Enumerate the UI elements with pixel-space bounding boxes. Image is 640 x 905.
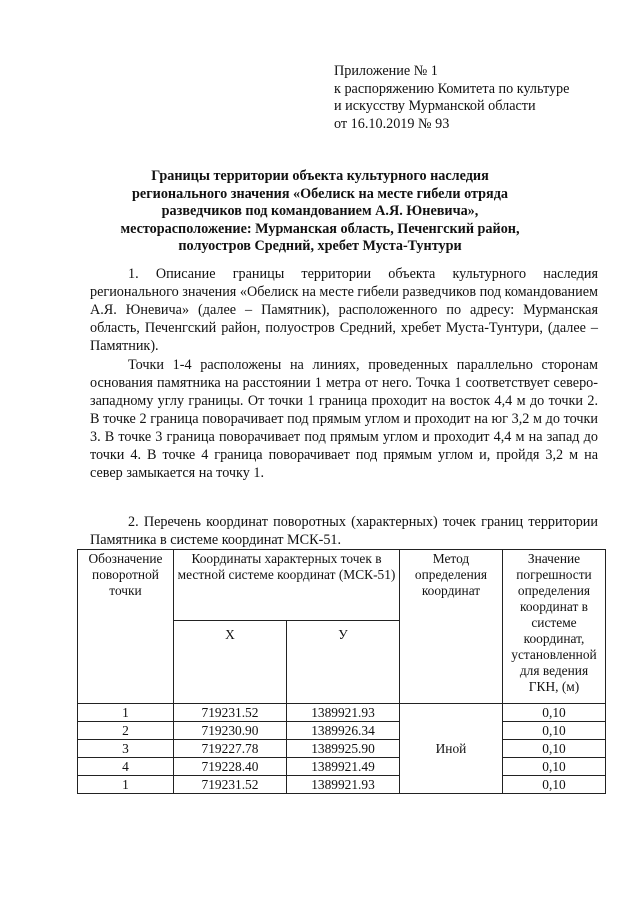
appendix-committee-line: и искусству Мурманской области bbox=[334, 98, 536, 114]
header-method: Метод определения координат bbox=[400, 550, 503, 704]
appendix-header bbox=[334, 63, 624, 133]
title-line: полуостров Средний, хребет Муста-Тунтури bbox=[178, 238, 462, 255]
title-line: разведчиков под командованием А.Я. Юневича», bbox=[161, 203, 479, 220]
title-line: месторасположение: Мурманская область, Печенгский район, bbox=[120, 220, 520, 237]
cell-point: 4 bbox=[78, 758, 174, 776]
header-x: Х bbox=[174, 621, 287, 704]
cell-point: 1 bbox=[78, 776, 174, 794]
cell-x: 719231.52 bbox=[174, 704, 287, 722]
table-row bbox=[78, 722, 606, 740]
coordinates-intro-paragraph: 2. Перечень координат поворотных (характерных) точек границ территории Памятника в системе координат МСК-51. bbox=[90, 514, 598, 548]
cell-error: 0,10 bbox=[503, 740, 606, 758]
header-y: У bbox=[287, 621, 400, 704]
coordinates-table bbox=[77, 549, 606, 794]
header-error: Значение погрешности определения координат в системе координат, установленной для ведения ГКН, (м) bbox=[503, 550, 606, 704]
header-coordinates: Координаты характерных точек в местной системе координат (МСК-51) bbox=[174, 550, 400, 621]
cell-error: 0,10 bbox=[503, 776, 606, 794]
cell-x: 719231.52 bbox=[174, 776, 287, 794]
cell-y: 1389926.34 bbox=[287, 722, 400, 740]
appendix-title: Приложение № 1 bbox=[334, 63, 438, 79]
cell-x: 719228.40 bbox=[174, 758, 287, 776]
cell-y: 1389921.93 bbox=[287, 776, 400, 794]
header-point: Обозначение поворотной точки bbox=[78, 550, 174, 704]
cell-point: 2 bbox=[78, 722, 174, 740]
table-row bbox=[78, 704, 606, 722]
cell-error: 0,10 bbox=[503, 722, 606, 740]
cell-method: Иной bbox=[400, 704, 503, 794]
boundary-description-paragraph: 1. Описание границы территории объекта культурного наследия регионального значения «Обелиск на месте гибели разведчиков под командованием А.Я. Юневича» (далее – Памятник), расположенного по адресу: Мурманская область, Печенгский район, полуостров Средний, хребет Муста-Тунтури, (далее – Памятник). bbox=[90, 266, 598, 354]
table-row bbox=[78, 758, 606, 776]
appendix-order-line: к распоряжению Комитета по культуре bbox=[334, 80, 570, 97]
cell-error: 0,10 bbox=[503, 704, 606, 722]
points-description-paragraph: Точки 1-4 расположены на линиях, проведенных параллельно сторонам основания памятника на расстоянии 1 метра от него. Точка 1 соответствует северо-западному углу границы. От точки 1 граница проходит на восток 4,4 м до точки 2. В точке 2 граница поворачивает под прямым углом и проходит на юг 3,2 м до точки 3. В точке 3 граница поворачивает под прямым углом и проходит 4,4 м на запад до точки 4. В точке 4 граница поворачивает под прямым углом и, пройдя 3,2 м на север замыкается на точку 1. bbox=[90, 357, 598, 481]
document-title bbox=[60, 168, 580, 256]
table-row bbox=[78, 776, 606, 794]
title-line: Границы территории объекта культурного наследия bbox=[151, 168, 489, 184]
cell-point: 3 bbox=[78, 740, 174, 758]
cell-point: 1 bbox=[78, 704, 174, 722]
cell-y: 1389921.93 bbox=[287, 704, 400, 722]
title-line: регионального значения «Обелиск на месте гибели отряда bbox=[132, 185, 508, 202]
cell-x: 719230.90 bbox=[174, 722, 287, 740]
cell-x: 719227.78 bbox=[174, 740, 287, 758]
cell-error: 0,10 bbox=[503, 758, 606, 776]
cell-y: 1389921.49 bbox=[287, 758, 400, 776]
cell-y: 1389925.90 bbox=[287, 740, 400, 758]
table-row bbox=[78, 740, 606, 758]
appendix-date-line: от 16.10.2019 № 93 bbox=[334, 115, 450, 132]
